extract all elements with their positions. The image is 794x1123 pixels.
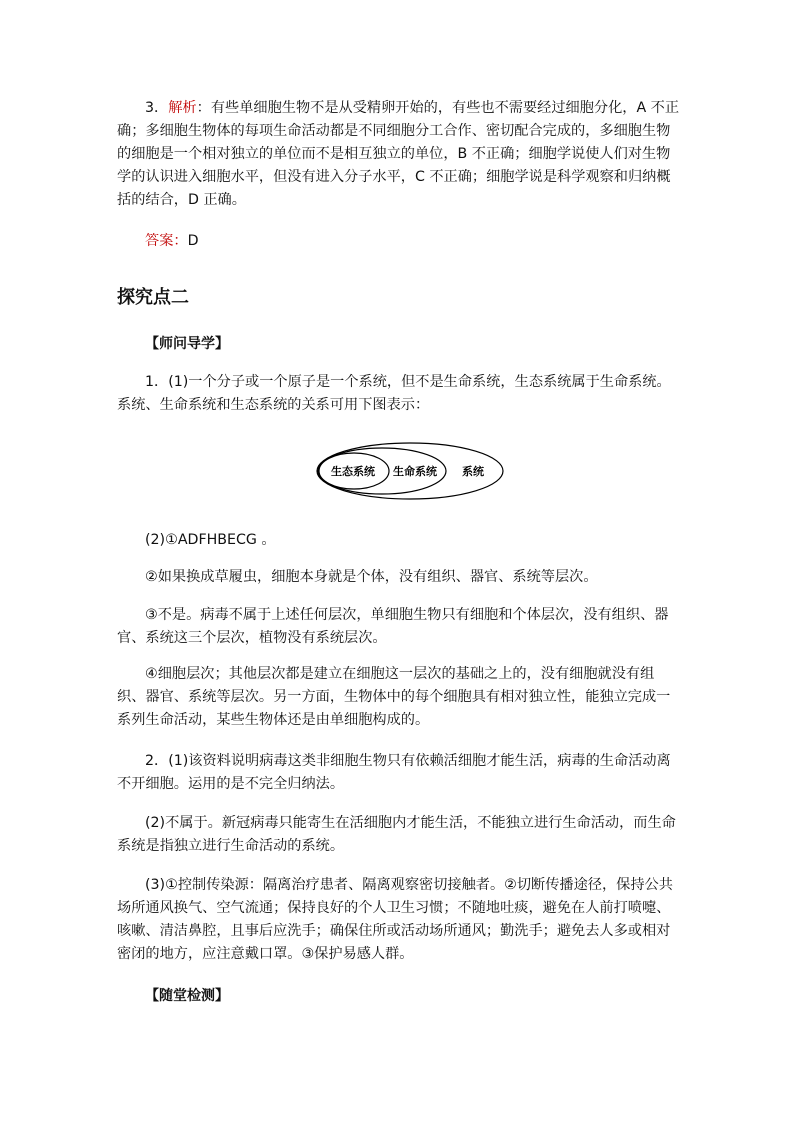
check-title: 【随堂检测】 <box>145 988 229 1004</box>
analysis-label: 解析 <box>168 100 197 116</box>
answer-colon: ： <box>173 233 188 249</box>
analysis-colon: ： <box>196 100 211 116</box>
system-relationship-diagram <box>316 441 506 501</box>
p8: (3)①控制传染源：隔离治疗患者、隔离观察密切接触者。②切断传播途径，保持公共场所通风换气、空气流通；保持良好的个人卫生习惯；不随地吐痰，避免在人前打喷嚏、咳嗽、清洁鼻腔，且事后应洗手；确保住所或活动场所通风；勤洗手；避免去人多或相对密闭的地方，应注意戴口罩。③保护易感人群。 <box>117 877 673 962</box>
answer-value: D <box>187 233 199 249</box>
label-ecosystem: 生态系统 <box>331 465 375 478</box>
p1: 1．(1)一个分子或一个原子是一个系统，但不是生命系统，生态系统属于生命系统。系统、生命系统和生态系统的关系可用下图表示： <box>117 374 671 413</box>
guide-title: 【师问导学】 <box>145 336 229 352</box>
answer-label: 答案 <box>145 233 174 249</box>
p4: ③不是。病毒不属于上述任何层次，单细胞生物只有细胞和个体层次，没有组织、器官、系统这三个层次，植物没有系统层次。 <box>117 607 669 646</box>
p6: 2．(1)该资料说明病毒这类非细胞生物只有依赖活细胞才能生活，病毒的生命活动离不开细胞。运用的是不完全归纳法。 <box>117 753 671 792</box>
p2: (2)①ADFHBECG 。 <box>145 532 276 548</box>
p5: ④细胞层次；其他层次都是建立在细胞这一层次的基础之上的，没有细胞就没有组织、器官、系统等层次。另一方面，生物体中的每个细胞具有相对独立性，能独立完成一系列生命活动，某些生物体还是由单细胞构成的。 <box>117 666 671 728</box>
label-system: 系统 <box>462 465 484 478</box>
p3: ②如果换成草履虫，细胞本身就是个体，没有组织、器官、系统等层次。 <box>145 569 598 585</box>
p7: (2)不属于。新冠病毒只能寄生在活细胞内才能生活，不能独立进行生命活动，而生命系统是指独立进行生命活动的系统。 <box>117 815 676 854</box>
answer-line <box>117 230 682 253</box>
q3-number: 3． <box>145 100 169 116</box>
label-life-system: 生命系统 <box>393 465 437 478</box>
section-title: 探究点二 <box>117 287 189 308</box>
q3-text: 有些单细胞生物不是从受精卵开始的，有些也不需要经过细胞分化，A 不正确；多细胞生物体的每项生命活动都是不同细胞分工合作、密切配合完成的，多细胞生物的细胞是一个相对独立的单位而不是相互独立的单位，B 不正确；细胞学说使人们对生物学的认识进入细胞水平，但没有进入分子水平，C 不正确；细胞学说是科学观察和归纳概括的结合，D 正确。 <box>117 100 680 208</box>
q3-paragraph <box>117 97 682 212</box>
